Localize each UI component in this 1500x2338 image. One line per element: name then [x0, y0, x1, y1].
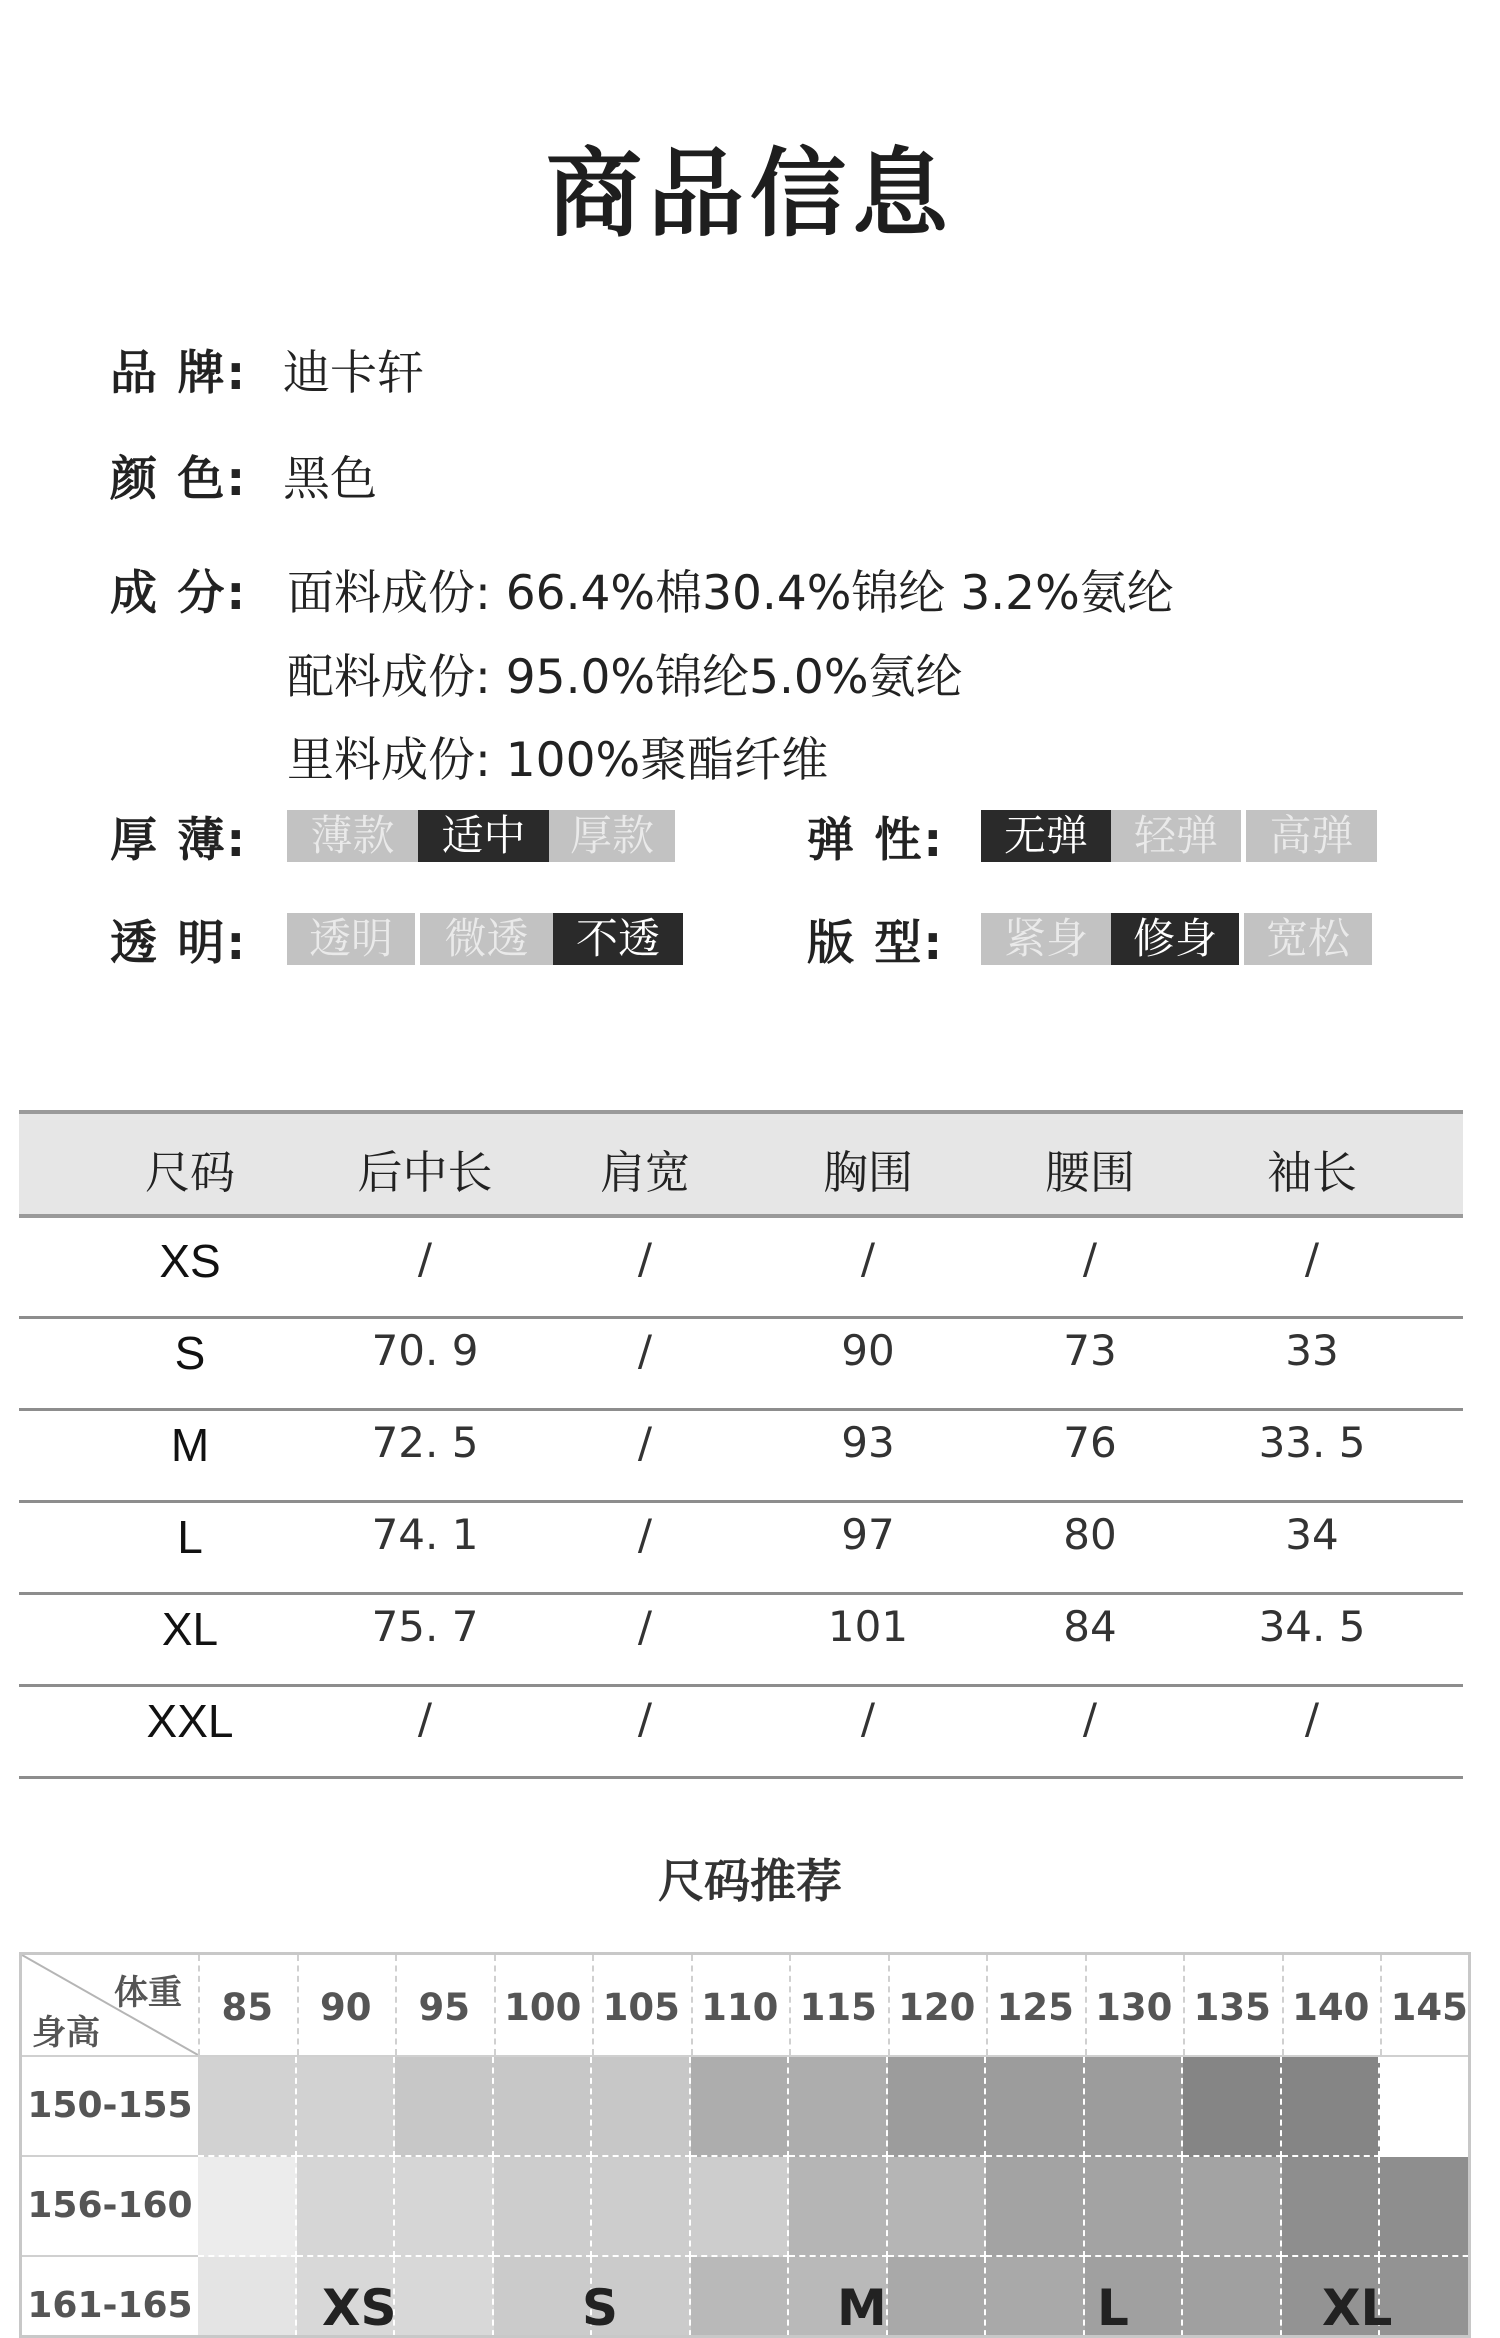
header-divider [1183, 1955, 1185, 2055]
size-value-cell: 90 [841, 1326, 895, 1375]
size-table-header-cell: 袖长 [1266, 1146, 1357, 1199]
grid-cell [198, 2257, 297, 2338]
size-value-cell: 93 [841, 1418, 895, 1467]
table-row-divider [19, 1592, 1463, 1595]
size-label-cell: XXL [146, 1695, 234, 1747]
grid-cell [1183, 2157, 1282, 2257]
page-title: 商品信息 [546, 138, 954, 250]
thickness-label: 厚 薄: [110, 813, 248, 868]
grid-cell [888, 2157, 987, 2257]
grid-cell [1380, 2257, 1471, 2338]
size-value-cell: 76 [1063, 1418, 1117, 1467]
grid-cell [494, 2057, 593, 2157]
brand-value: 迪卡轩 [283, 346, 424, 401]
grid-cell [1183, 2057, 1282, 2157]
grid-cell [592, 2057, 691, 2157]
grid-cell [297, 2057, 396, 2157]
size-table-header-cell: 腰围 [1044, 1146, 1135, 1199]
fit-option: 宽松 [1244, 913, 1372, 965]
size-table-header-cell: 尺码 [144, 1146, 235, 1199]
size-label-cell: M [170, 1419, 210, 1471]
size-zone-label: S [582, 2279, 619, 2337]
weight-column-label: 105 [602, 1986, 680, 2029]
size-value-cell: 84 [1063, 1602, 1117, 1651]
size-value-cell: / [1304, 1234, 1320, 1283]
elasticity-label: 弹 性: [807, 813, 945, 868]
composition-label: 成 分: [110, 566, 248, 621]
size-table-header-cell: 胸围 [822, 1146, 913, 1199]
size-table-header-cell: 肩宽 [599, 1146, 690, 1199]
size-zone-label: XS [322, 2279, 397, 2337]
size-value-cell: / [637, 1602, 653, 1651]
size-zone-label: XL [1322, 2279, 1393, 2337]
size-value-cell: / [417, 1234, 433, 1283]
table-row-divider [19, 1316, 1463, 1319]
weight-column-label: 95 [418, 1986, 470, 2029]
size-value-cell: / [1082, 1694, 1098, 1743]
grid-cell [789, 2157, 888, 2257]
grid-cell [986, 2257, 1085, 2338]
size-value-cell: / [637, 1694, 653, 1743]
color-label: 颜 色: [110, 452, 248, 507]
size-value-cell: / [637, 1418, 653, 1467]
grid-cell [888, 2257, 987, 2338]
grid-cell [297, 2157, 396, 2257]
thickness-option: 薄款 [287, 810, 418, 862]
transparency-option: 微透 [420, 913, 553, 965]
weight-column-label: 145 [1390, 1986, 1468, 2029]
size-zone-label: M [837, 2279, 887, 2337]
weight-column-label: 110 [701, 1986, 779, 2029]
grid-cell [1380, 2057, 1471, 2157]
color-value: 黑色 [283, 452, 377, 507]
fit-label: 版 型: [807, 916, 945, 971]
grid-cell [494, 2157, 593, 2257]
grid-cell [888, 2057, 987, 2157]
row-divider [22, 2255, 198, 2257]
transparency-label: 透 明: [110, 916, 248, 971]
height-row-label: 161-165 [27, 2285, 193, 2326]
header-divider [1282, 1955, 1284, 2055]
weight-column-label: 140 [1292, 1986, 1370, 2029]
header-divider [1380, 1955, 1382, 2055]
header-divider [888, 1955, 890, 2055]
grid-cell [395, 2257, 494, 2338]
size-value-cell: 75. 7 [371, 1602, 479, 1651]
grid-cell [1282, 2057, 1381, 2157]
table-row-divider [19, 1500, 1463, 1503]
size-value-cell: 34 [1285, 1510, 1339, 1559]
weight-column-label: 85 [221, 1986, 273, 2029]
size-value-cell: 33. 5 [1258, 1418, 1366, 1467]
row-divider [22, 2155, 198, 2157]
size-label-cell: XL [161, 1603, 219, 1655]
size-value-cell: 72. 5 [371, 1418, 479, 1467]
fit-option: 紧身 [981, 913, 1111, 965]
composition-line: 面料成份: 66.4%棉30.4%锦纶 3.2%氨纶 [287, 566, 1174, 621]
weight-column-label: 90 [320, 1986, 372, 2029]
table-row-divider [19, 1408, 1463, 1411]
size-value-cell: 101 [827, 1602, 909, 1651]
grid-cell [789, 2057, 888, 2157]
grid-cell [395, 2057, 494, 2157]
height-row-label: 150-155 [27, 2085, 193, 2126]
grid-cell [198, 2057, 297, 2157]
fit-option-selected: 修身 [1111, 913, 1239, 965]
grid-cell [986, 2157, 1085, 2257]
header-divider [1085, 1955, 1087, 2055]
size-recommend-grid [19, 1952, 1471, 2338]
header-divider [395, 1955, 397, 2055]
grid-cell [198, 2157, 297, 2257]
weight-column-label: 115 [799, 1986, 877, 2029]
elasticity-option: 轻弹 [1111, 810, 1241, 862]
elasticity-option: 高弹 [1246, 810, 1377, 862]
header-divider [592, 1955, 594, 2055]
size-value-cell: 97 [841, 1510, 895, 1559]
size-value-cell: 74. 1 [371, 1510, 479, 1559]
size-value-cell: / [637, 1234, 653, 1283]
header-divider [789, 1955, 791, 2055]
composition-line: 配料成份: 95.0%锦纶5.0%氨纶 [287, 650, 963, 705]
size-label-cell: XS [159, 1235, 221, 1287]
table-row-divider [19, 1776, 1463, 1779]
transparency-tags [287, 913, 683, 965]
weight-axis-label: 体重 [114, 1973, 182, 2013]
recommend-title: 尺码推荐 [658, 1854, 842, 1908]
grid-cell [1183, 2257, 1282, 2338]
height-axis-label: 身高 [32, 2013, 100, 2053]
thickness-tags [287, 810, 675, 862]
transparency-option: 透明 [287, 913, 415, 965]
thickness-option-selected: 适中 [418, 810, 549, 862]
grid-cell [691, 2157, 790, 2257]
grid-cell [691, 2257, 790, 2338]
elasticity-option-selected: 无弹 [981, 810, 1111, 862]
header-divider [297, 1955, 299, 2055]
thickness-option: 厚款 [549, 810, 675, 862]
grid-cell [1085, 2057, 1184, 2157]
size-value-cell: / [860, 1234, 876, 1283]
size-value-cell: / [1082, 1234, 1098, 1283]
size-value-cell: / [637, 1510, 653, 1559]
weight-column-label: 135 [1193, 1986, 1271, 2029]
header-divider [691, 1955, 693, 2055]
size-value-cell: 34. 5 [1258, 1602, 1366, 1651]
size-value-cell: / [1304, 1694, 1320, 1743]
grid-cell [691, 2057, 790, 2157]
grid-cell [592, 2157, 691, 2257]
weight-column-label: 125 [996, 1986, 1074, 2029]
size-value-cell: 73 [1063, 1326, 1117, 1375]
size-value-cell: / [860, 1694, 876, 1743]
fit-tags [981, 913, 1372, 965]
size-label-cell: L [177, 1511, 203, 1563]
table-row-divider [19, 1684, 1463, 1687]
weight-column-label: 130 [1095, 1986, 1173, 2029]
size-value-cell: 70. 9 [371, 1326, 479, 1375]
grid-cell [494, 2257, 593, 2338]
grid-cell [395, 2157, 494, 2257]
size-label-cell: S [174, 1327, 206, 1379]
grid-cell [1380, 2157, 1471, 2257]
brand-label: 品 牌: [110, 346, 248, 401]
size-value-cell: / [417, 1694, 433, 1743]
composition-line: 里料成份: 100%聚酯纤维 [287, 733, 829, 788]
size-value-cell: 33 [1285, 1326, 1339, 1375]
header-divider [198, 1955, 200, 2055]
weight-column-label: 120 [898, 1986, 976, 2029]
size-value-cell: 80 [1063, 1510, 1117, 1559]
header-divider [986, 1955, 988, 2055]
grid-cell [986, 2057, 1085, 2157]
elasticity-tags [981, 810, 1377, 862]
size-table-header-cell: 后中长 [357, 1146, 493, 1199]
size-value-cell: / [637, 1326, 653, 1375]
grid-cell [1085, 2157, 1184, 2257]
grid-cell [1282, 2157, 1381, 2257]
size-zone-label: L [1097, 2279, 1129, 2337]
weight-column-label: 100 [504, 1986, 582, 2029]
transparency-option-selected: 不透 [553, 913, 683, 965]
header-divider [494, 1955, 496, 2055]
height-row-label: 156-160 [27, 2185, 193, 2226]
